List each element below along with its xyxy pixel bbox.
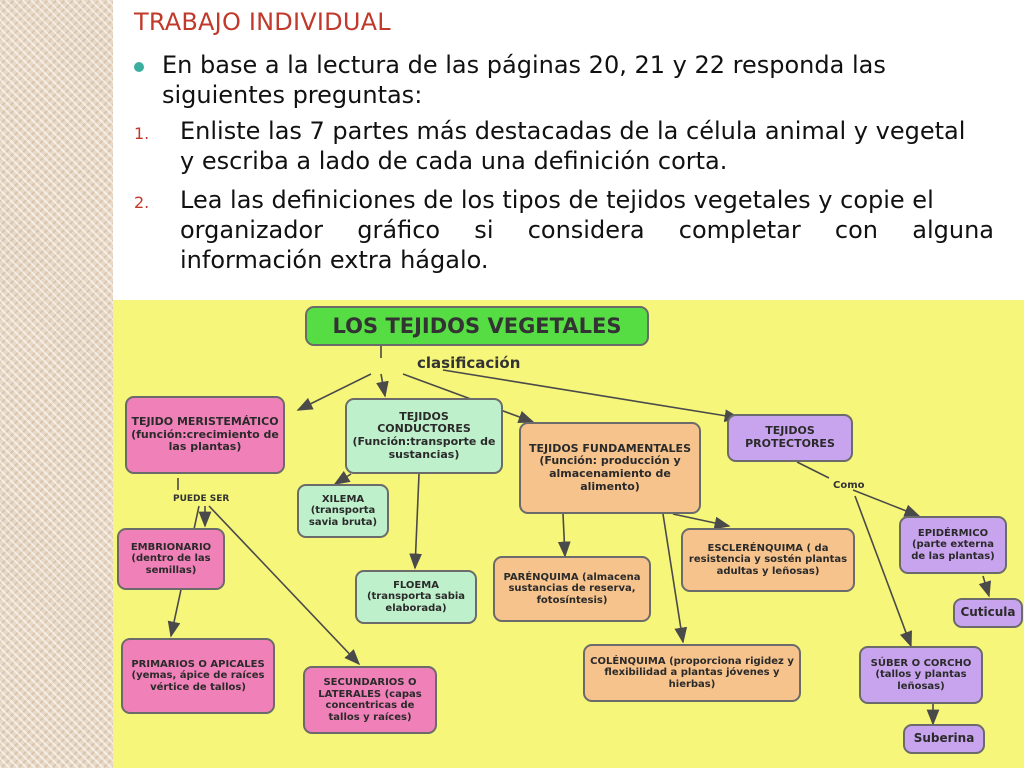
arrow-to-cuticula <box>983 576 989 596</box>
box-primarios-apicales: PRIMARIOS O APICALES (yemas, ápice de raíces vértice de tallos) <box>121 638 275 714</box>
decorative-side-texture <box>0 0 113 768</box>
item-2-line-3: información extra hágalo. <box>180 246 489 274</box>
box-epidermico: EPIDÉRMICO (parte externa de las plantas) <box>899 516 1007 574</box>
arrow-to-floema <box>415 474 419 568</box>
instruction-line-1: En base a la lectura de las páginas 20, 21 y 22 responda las <box>162 51 886 79</box>
box-embrionario: EMBRIONARIO (dentro de las semillas) <box>117 528 225 590</box>
item-1-number: 1. <box>134 124 150 143</box>
box-floema: FLOEMA (transporta sabia elaborada) <box>355 570 477 624</box>
item-2-line-1: Lea las definiciones de los tipos de tejidos vegetales y copie el <box>180 186 934 214</box>
box-suber-corcho: SÚBER O CORCHO (tallos y plantas leñosas) <box>859 646 983 704</box>
instruction-line-2: siguientes preguntas: <box>162 81 423 109</box>
box-parenquima: PARÉNQUIMA (almacena sustancias de reserva, fotosíntesis) <box>493 556 651 622</box>
item-2-number: 2. <box>134 193 150 212</box>
label-clasificacion: clasificación <box>417 354 521 372</box>
box-tejido-meristematico: TEJIDO MERISTEMÁTICO (función:crecimiento de las plantas) <box>125 396 285 474</box>
box-tejidos-conductores: TEJIDOS CONDUCTORES (Función:transporte de sustancias) <box>345 398 503 474</box>
concept-map <box>113 300 1024 768</box>
arrow-to-esclerenquima <box>673 514 729 526</box>
arrow-to-xilema <box>335 474 351 484</box>
item-1-line-1: Enliste las 7 partes más destacadas de la célula animal y vegetal <box>180 117 966 145</box>
line-protectores-como <box>797 462 829 478</box>
box-tejidos-fundamentales: TEJIDOS FUNDAMENTALES (Función: producción y almacenamiento de alimento) <box>519 422 701 514</box>
box-esclerenquima: ESCLERÉNQUIMA ( da resistencia y sostén plantas adultas y leñosas) <box>681 528 855 592</box>
bullet-dot-icon <box>134 62 144 72</box>
box-colenquima: COLÉNQUIMA (proporciona rigidez y flexibilidad a plantas jóvenes y hierbas) <box>583 644 801 702</box>
arrow-to-colenquima <box>663 514 683 642</box>
box-suberina: Suberina <box>903 724 985 754</box>
box-cuticula: Cuticula <box>953 598 1023 628</box>
title-box-tejidos-vegetales: LOS TEJIDOS VEGETALES <box>305 306 649 346</box>
label-como: Como <box>833 480 865 491</box>
arrow-to-conductores <box>381 374 385 396</box>
item-2-line-2: organizador gráfico si considera completar con alguna <box>180 216 994 244</box>
label-puede-ser: PUEDE SER <box>173 494 230 504</box>
box-xilema: XILEMA (transporta savia bruta) <box>297 484 389 538</box>
arrow-to-parenquima <box>563 514 565 556</box>
slide-heading: TRABAJO INDIVIDUAL <box>134 8 391 36</box>
box-secundarios-laterales: SECUNDARIOS O LATERALES (capas concentricas de tallos y raíces) <box>303 666 437 734</box>
item-1-line-2: y escriba a lado de cada una definición corta. <box>180 147 728 175</box>
box-tejidos-protectores: TEJIDOS PROTECTORES <box>727 414 853 462</box>
arrow-to-epidermico <box>853 490 919 516</box>
